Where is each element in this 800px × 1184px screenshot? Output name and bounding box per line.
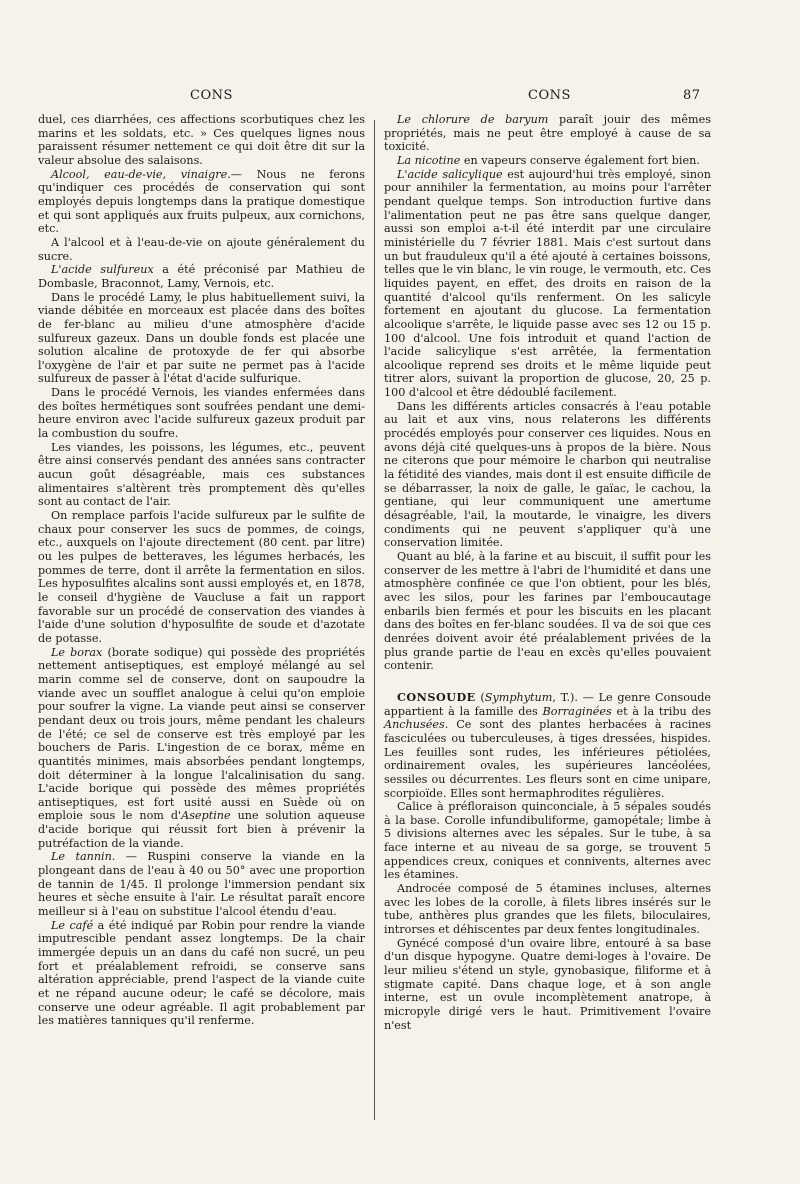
term: Le borax (51, 645, 103, 659)
column-divider (374, 120, 375, 1120)
right-column (384, 113, 711, 1032)
term: Le chlorure de baryum (397, 113, 549, 126)
paragraph: On remplace parfois l'acide sulfureux par le sulfite de chaux pour conserver les sucs de pommes, de coings, etc., auxquels on l'ajoute directement (80 cent. par litre) ou les pulpes de betteraves, les légumes herbacés, les pommes de terre, dont il arrête la fermentation en silos. Les hyposulfites alcalins sont aussi employés et, en 1878, le conseil d'hygiène de Vaucluse a fait un rapport favorable sur un procédé de conservation des viandes à l'aide d'une solution d'hyposulfite de soude et d'azotate de potasse. (38, 509, 365, 645)
paragraph: Dans les différents articles consacrés à l'eau potable au lait et aux vins, nous relaterons les différents procédés employés pour conserver ces liquides. Nous en avons déjà cité quelques-uns à propos de la bière. Nous ne citerons que pour mémoire le charbon qui neutralise la fétidité des viandes, mais dont il est ensuite difficile de se débarrasser, la noix de galle, le gaïac, le cachou, la gentiane, qui leur communiquent une amertume désagréable, l'ail, la moutarde, le vinaigre, les divers condiments qui ne peuvent s'appliquer qu'à une conservation limitée. (384, 399, 711, 550)
paragraph: Quant au blé, à la farine et au biscuit, il suffit pour les conserver de les mettre à l'abri de l'humidité et dans une atmosphère confinée ce que l'on obtient, pour les blés, avec les silos, pour les farines par l'emboucautage enbarils bien fermés et pour les biscuits en les placant dans des boîtes en fer-blanc soudées. Il va de soi que ces denrées doivent avoir été préalablement privées de la plus grande partie de l'eau en excès qu'elles pouvaient contenir. (384, 550, 711, 673)
term: L'acide salicylique (397, 167, 503, 181)
section-gap (384, 673, 711, 691)
running-header-right: CONS (528, 88, 571, 103)
left-column (38, 113, 365, 1028)
term: Aseptine (181, 809, 231, 823)
paragraph: Dans le procédé Lamy, le plus habituellement suivi, la viande débitée en morceaux est placée dans des boîtes de fer-blanc au milieu d'une atmosphère d'acide sulfureux gazeux. Dans un double fonds est placée une solution alcaline de protoxyde de fer qui absorbe l'oxygène de l'air et par suite ne permet pas à l'acide sulfureux de passer à l'état d'acide sulfurique. (38, 290, 365, 386)
paragraph: Les viandes, les poissons, les légumes, etc., peuvent être ainsi conservés pendant des années sans contracter aucun goût désagréable, mais ces substances alimentaires s'altèrent très promptement dès qu'elles sont au contact de l'air. (38, 440, 365, 509)
paragraph: L'acide sulfureux a été préconisé par Mathieu de Dombasle, Braconnot, Lamy, Vernois, etc. (38, 263, 366, 290)
paragraph: Gynécé composé d'un ovaire libre, entouré à sa base d'un disque hypogyne. Quatre demi-loges à l'ovaire. De leur milieu s'étend un style, gynobasique, filiforme et à stigmate capité. Dans chaque loge, et à son angle interne, est un ovule incomplètement anatrope, à micropyle dirigé vers le haut. Primitivement l'ovaire n'est (384, 936, 711, 1032)
paragraph: Le chlorure de baryum paraît jouir des mêmes propriétés, mais ne peut être employé à cause de sa toxicité. (384, 113, 711, 154)
entry-headword: CONSOUDE (397, 689, 476, 704)
page-number: 87 (683, 88, 701, 103)
paragraph: Le café a été indiqué par Robin pour rendre la viande imputrescible pendant assez longtemps. De la chair immergée depuis un an dans du café non sucré, un peu fort et préalablement refroidi, se conserve sans altération appréciable, prend l'aspect de la viande cuite et ne répand aucune odeur; le café se décolore, mais conserve une odeur agréable. Il agit probablement par les matières tanniques qu'il renferme. (38, 918, 365, 1028)
paragraph: Le tannin. — Ruspini conserve la viande en la plongeant dans de l'eau à 40 ou 50° avec une proportion de tannin de 1/45. Il prolonge l'immersion pendant six heures et sèche ensuite à l'air. Le résultat paraît encore meilleur si à l'eau on substitue l'alcool étendu d'eau. (38, 850, 365, 919)
term: Le café (51, 918, 94, 932)
term: L'acide sulfureux (51, 263, 154, 277)
term: Alcool, eau-de-vie, vinaigre. (51, 167, 231, 181)
entry-paragraph: CONSOUDE (Symphytum, T.). — Le genre Consoude appartient à la famille des Borraginées et à la tribu des Anchusées. Ce sont des plantes herbacées à racines fasciculées ou tuberculeuses, à tiges dressées, hispides. Les feuilles sont rudes, les inférieures pétiolées, ordinairement ovales, les supérieures lancéolées, sessiles ou décurrentes. Les fleurs sont en cime unipare, scorpioïde. Elles sont hermaphrodites régulières. (384, 689, 711, 800)
paragraph: Dans le procédé Vernois, les viandes enfermées dans des boîtes hermétiques sont soufrées pendant une demi-heure environ avec l'acide sulfureux gazeux produit par la combustion du soufre. (38, 386, 365, 441)
paragraph: L'acide salicylique est aujourd'hui très employé, sinon pour annihiler la fermentation, au moins pour l'arrêter pendant quelque temps. Son introduction furtive dans l'alimentation peut ne pas être sans quelque danger, aussi son emploi a-t-il été interdit par une circulaire ministérielle du 7 février 1881. Mais c'est surtout dans un but frauduleux qu'il a été ajouté à certaines boissons, telles que le vin blanc, le vin rouge, le vermouth, etc. Ces liquides payent, en effet, des droits en raison de la quantité d'alcool qu'ils renferment. On les salicyle fortement en ajoutant du glucose. La fermentation alcoolique s'arrête, le liquide passe avec ses 12 ou 15 p. 100 d'alcool. Une fois introduit et quand l'action de l'acide salicylique s'est arrêtée, la fermentation alcoolique reprend ses droits et le même liquide peut titrer alors, suivant la proportion de glucose, 20, 25 p. 100 d'alcool et être dédoublé facilement. (384, 167, 711, 400)
paragraph: Calice à préfloraison quinconciale, à 5 sépales soudés à la base. Corolle infundibuliforme, gamopétale; limbe à 5 divisions alternes avec les sépales. Sur le tube, à sa face interne et au niveau de sa gorge, se trouvent 5 appendices creux, coniques et connivents, alternes avec les étamines. (384, 800, 711, 882)
paragraph: Alcool, eau-de-vie, vinaigre.— Nous ne ferons qu'indiquer ces procédés de conservation qui sont employés depuis longtemps dans la pratique domestique et qui sont appliqués aux fruits pulpeux, aux cornichons, etc. (38, 167, 365, 236)
running-header-left: CONS (190, 88, 233, 103)
paragraph: Androcée composé de 5 étamines incluses, alternes avec les lobes de la corolle, à filets libres insérés sur le tube, anthères plus grandes que les filets, biloculaires, introrses et déhiscentes par deux fentes longitudinales. (384, 882, 711, 937)
term: La nicotine (397, 153, 461, 167)
term: Le tannin. (51, 850, 116, 864)
paragraph: duel, ces diarrhées, ces affections scorbutiques chez les marins et les soldats, etc. » Ces quelques lignes nous paraissent résumer nettement ce qui doit être dit sur la valeur absolue des salaisons. (38, 113, 365, 167)
paragraph: A l'alcool et à l'eau-de-vie on ajoute généralement du sucre. (38, 235, 365, 263)
paragraph: La nicotine en vapeurs conserve également fort bien. (397, 153, 700, 167)
paragraph: Le borax (borate sodique) qui possède des propriétés nettement antiseptiques, est employé mélangé au sel marin comme sel de conserve, dont on saupoudre la viande avec un soufflet analogue à celui qu'on emploie pour soufrer la vigne. La viande peut ainsi se conserver pendant deux ou trois jours, même pendant les chaleurs de l'été; ce sel de conserve est très employé par les bouchers de Paris. L'ingestion de ce borax, même en quantités minimes, mais absorbées pendant longtemps, doit déterminer à la longue l'alcalinisation du sang. L'acide borique qui possède des mêmes propriétés antiseptiques, est fort usité aussi en Suède où on emploie sous le nom d'Aseptine une solution aqueuse d'acide borique qui réussit fort bien à prévenir la putréfaction de la viande. (38, 645, 365, 850)
